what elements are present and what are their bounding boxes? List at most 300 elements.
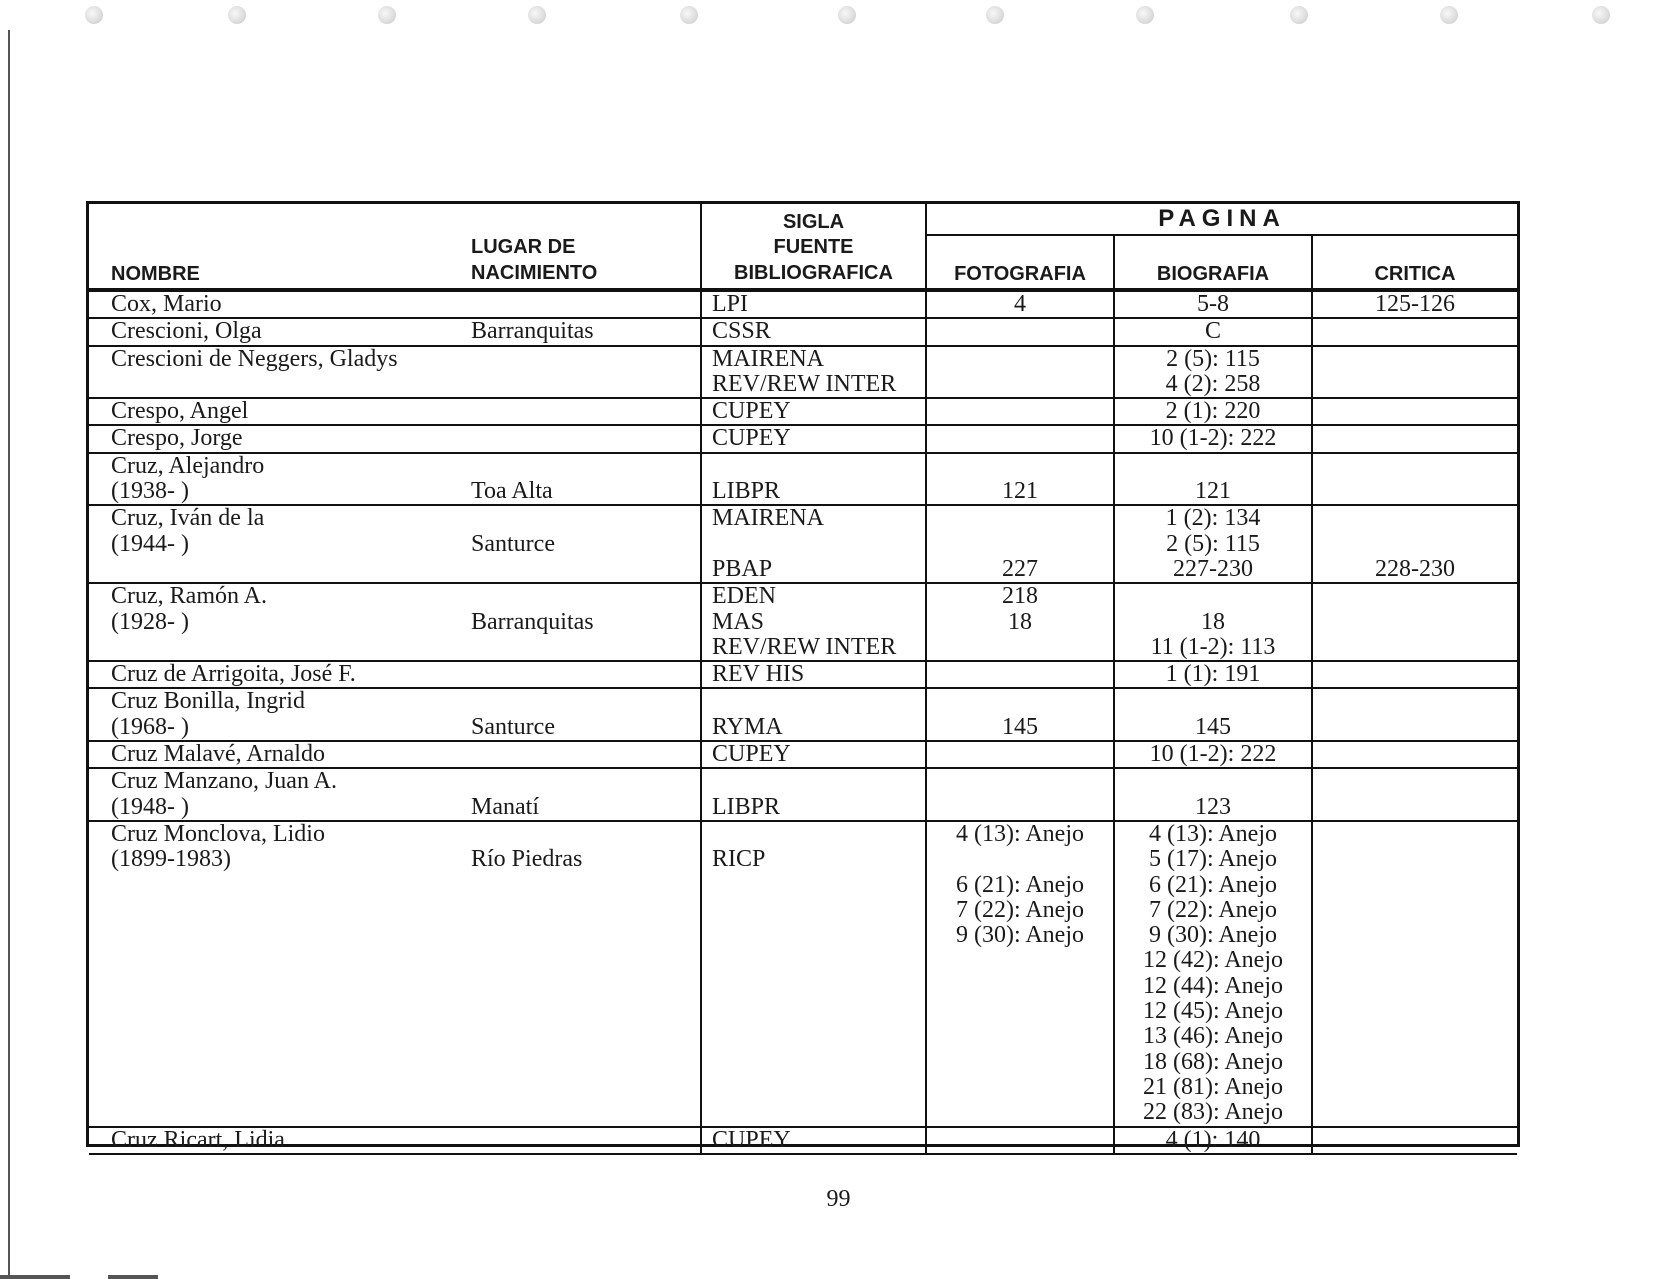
cell-line bbox=[1313, 347, 1517, 372]
cell-biografia bbox=[1114, 768, 1312, 821]
cell-line bbox=[1313, 1128, 1517, 1153]
cell-line: 227-230 bbox=[1173, 555, 1253, 582]
cell-biografia bbox=[1114, 398, 1312, 425]
cell-line: 145 bbox=[1002, 713, 1038, 740]
cell-line bbox=[1313, 319, 1517, 344]
cell-fotografia bbox=[926, 425, 1114, 452]
cell-critica bbox=[1312, 505, 1517, 583]
cell-line: Cruz Malavé, Arnaldo bbox=[111, 741, 325, 768]
cell-line: Cruz de Arrigoita, José F. bbox=[111, 661, 356, 688]
cell-biografia bbox=[1114, 318, 1312, 345]
punch-hole bbox=[1136, 6, 1154, 24]
cell-line: 9 (30): Anejo bbox=[956, 922, 1084, 949]
cell-line bbox=[471, 399, 700, 424]
cell-line bbox=[927, 1024, 1113, 1049]
cell-fotografia bbox=[926, 688, 1114, 741]
cell-line: 6 (21): Anejo bbox=[956, 871, 1084, 898]
cell-line bbox=[1313, 898, 1517, 923]
cell-sigla bbox=[701, 290, 926, 318]
header-fotografia: FOTOGRAFIA bbox=[926, 235, 1114, 290]
cell-line bbox=[1313, 948, 1517, 973]
cell-line: 1 (2): 134 bbox=[1165, 505, 1261, 532]
cell-line: 12 (42): Anejo bbox=[1143, 947, 1283, 974]
cell-line bbox=[712, 898, 925, 923]
header-critica: CRITICA bbox=[1312, 235, 1517, 290]
cell-line bbox=[111, 873, 471, 898]
cell-line bbox=[927, 399, 1113, 424]
table-row bbox=[89, 741, 1517, 768]
cell-line bbox=[712, 999, 925, 1024]
header-nombre: NOMBRE bbox=[111, 263, 200, 285]
cell-line: Cruz, Ramón A. bbox=[111, 583, 267, 610]
cell-line bbox=[1313, 847, 1517, 872]
cell-sigla bbox=[701, 1127, 926, 1154]
cell-nombre bbox=[89, 1127, 471, 1154]
cell-line: 18 bbox=[1201, 608, 1225, 635]
cell-nombre bbox=[89, 425, 471, 452]
cell-line: 227 bbox=[1002, 555, 1038, 582]
cell-line: 125-126 bbox=[1375, 291, 1456, 317]
cell-line: C bbox=[1204, 318, 1221, 345]
table-body bbox=[89, 290, 1517, 1154]
cell-sigla bbox=[701, 768, 926, 821]
table-row bbox=[89, 453, 1517, 506]
cell-line: (1968- ) bbox=[111, 713, 189, 740]
cell-critica bbox=[1312, 1127, 1517, 1154]
cell-critica bbox=[1312, 398, 1517, 425]
cell-line: CUPEY bbox=[712, 398, 791, 425]
cell-line bbox=[712, 923, 925, 948]
cell-fotografia bbox=[926, 318, 1114, 345]
cell-line bbox=[1313, 454, 1517, 479]
cell-line: PBAP bbox=[712, 555, 773, 582]
punch-hole bbox=[228, 6, 246, 24]
cell-line bbox=[1313, 584, 1517, 609]
cell-nombre bbox=[89, 318, 471, 345]
cell-line bbox=[471, 1100, 700, 1125]
cell-line bbox=[927, 454, 1113, 479]
cell-line: (1899-1983) bbox=[111, 846, 231, 873]
cell-line: 5-8 bbox=[1197, 291, 1229, 317]
cell-line bbox=[471, 426, 700, 451]
cell-line bbox=[1115, 689, 1311, 714]
cell-line: 1 (1): 191 bbox=[1165, 661, 1261, 688]
cell-line bbox=[1313, 532, 1517, 557]
cell-line: 145 bbox=[1195, 713, 1231, 740]
cell-lugar bbox=[471, 583, 701, 661]
cell-nombre bbox=[89, 346, 471, 399]
cell-line bbox=[471, 689, 700, 714]
cell-line bbox=[1313, 426, 1517, 451]
cell-line: (1938- ) bbox=[111, 478, 189, 505]
index-table-frame bbox=[86, 201, 1520, 1153]
cell-line: Crespo, Angel bbox=[111, 398, 249, 425]
cell-line bbox=[927, 372, 1113, 397]
cell-line bbox=[471, 898, 700, 923]
cell-line bbox=[1313, 742, 1517, 767]
cell-line bbox=[712, 532, 925, 557]
table-row bbox=[89, 1127, 1517, 1154]
cell-line bbox=[927, 426, 1113, 451]
punch-hole bbox=[378, 6, 396, 24]
cell-line bbox=[111, 557, 471, 582]
table-row bbox=[89, 688, 1517, 741]
table-row bbox=[89, 583, 1517, 661]
cell-critica bbox=[1312, 453, 1517, 506]
cell-line: 2 (1): 220 bbox=[1165, 398, 1261, 425]
page-number: 99 bbox=[826, 1186, 851, 1212]
cell-line: LIBPR bbox=[712, 478, 781, 505]
cell-sigla bbox=[701, 398, 926, 425]
cell-line: LIBPR bbox=[712, 793, 781, 820]
cell-lugar bbox=[471, 346, 701, 399]
cell-line bbox=[1313, 974, 1517, 999]
punch-hole bbox=[1440, 6, 1458, 24]
cell-line bbox=[111, 999, 471, 1024]
cell-line bbox=[1313, 610, 1517, 635]
cell-line: 2 (5): 115 bbox=[1166, 345, 1260, 372]
cell-fotografia bbox=[926, 290, 1114, 318]
cell-line bbox=[471, 662, 700, 687]
cell-line: 2 (5): 115 bbox=[1166, 530, 1260, 557]
cell-line: 18 bbox=[1008, 608, 1032, 635]
cell-line: 4 (13): Anejo bbox=[1149, 820, 1277, 847]
cell-line: 218 bbox=[1002, 583, 1038, 610]
cell-lugar bbox=[471, 425, 701, 452]
punch-hole bbox=[1592, 6, 1610, 24]
cell-fotografia bbox=[926, 398, 1114, 425]
table-row bbox=[89, 425, 1517, 452]
cell-nombre bbox=[89, 661, 471, 688]
cell-line bbox=[111, 898, 471, 923]
cell-line bbox=[712, 822, 925, 847]
cell-line bbox=[927, 1075, 1113, 1100]
cell-lugar bbox=[471, 688, 701, 741]
cell-sigla bbox=[701, 821, 926, 1127]
cell-line bbox=[1313, 399, 1517, 424]
table-row bbox=[89, 768, 1517, 821]
cell-line: 121 bbox=[1195, 478, 1231, 505]
cell-line: Toa Alta bbox=[471, 478, 553, 505]
cell-line bbox=[471, 506, 700, 531]
cell-biografia bbox=[1114, 688, 1312, 741]
cell-line: REV/REW INTER bbox=[712, 633, 897, 660]
cell-line bbox=[471, 372, 700, 397]
cell-line bbox=[1313, 822, 1517, 847]
cell-nombre bbox=[89, 741, 471, 768]
cell-line bbox=[111, 635, 471, 660]
cell-line: 10 (1-2): 222 bbox=[1149, 425, 1277, 452]
table-row bbox=[89, 505, 1517, 583]
cell-sigla bbox=[701, 505, 926, 583]
cell-nombre bbox=[89, 290, 471, 318]
cell-nombre bbox=[89, 821, 471, 1127]
cell-line: CUPEY bbox=[712, 1126, 791, 1153]
cell-line bbox=[927, 847, 1113, 872]
cell-lugar bbox=[471, 821, 701, 1127]
cell-biografia bbox=[1114, 425, 1312, 452]
cell-line: REV/REW INTER bbox=[712, 370, 897, 397]
cell-fotografia bbox=[926, 741, 1114, 768]
cell-line: Barranquitas bbox=[471, 318, 594, 345]
cell-sigla bbox=[701, 741, 926, 768]
cell-nombre bbox=[89, 583, 471, 661]
cell-line bbox=[712, 873, 925, 898]
cell-critica bbox=[1312, 346, 1517, 399]
cell-line: LPI bbox=[712, 291, 748, 317]
cell-fotografia bbox=[926, 821, 1114, 1127]
cell-line bbox=[471, 1024, 700, 1049]
cell-line: Manatí bbox=[471, 793, 539, 820]
cell-line bbox=[471, 1050, 700, 1075]
cell-line: Cruz Ricart, Lidia bbox=[111, 1126, 285, 1153]
cell-line bbox=[471, 292, 700, 317]
cell-line: 121 bbox=[1002, 478, 1038, 505]
cell-critica bbox=[1312, 688, 1517, 741]
cell-line: 21 (81): Anejo bbox=[1143, 1073, 1283, 1100]
cell-critica bbox=[1312, 583, 1517, 661]
cell-line bbox=[712, 974, 925, 999]
cell-line bbox=[712, 689, 925, 714]
cell-line bbox=[1313, 795, 1517, 820]
cell-line bbox=[712, 769, 925, 794]
cell-line: REV HIS bbox=[712, 661, 805, 688]
cell-line bbox=[1313, 1100, 1517, 1125]
cell-fotografia bbox=[926, 1127, 1114, 1154]
cell-line bbox=[471, 873, 700, 898]
cell-line: Cruz Manzano, Juan A. bbox=[111, 768, 337, 795]
cell-fotografia bbox=[926, 505, 1114, 583]
cell-line: Crescioni de Neggers, Gladys bbox=[111, 345, 398, 372]
cell-line: (1928- ) bbox=[111, 608, 189, 635]
cell-line bbox=[111, 1100, 471, 1125]
index-table bbox=[89, 204, 1517, 1155]
cell-line bbox=[927, 319, 1113, 344]
cell-line: 13 (46): Anejo bbox=[1143, 1023, 1283, 1050]
cell-line bbox=[927, 1128, 1113, 1153]
cell-line bbox=[1313, 999, 1517, 1024]
cell-line: 4 (13): Anejo bbox=[956, 820, 1084, 847]
cell-line: MAS bbox=[712, 608, 765, 635]
cell-line bbox=[1313, 635, 1517, 660]
cell-line bbox=[471, 948, 700, 973]
cell-line: Crescioni, Olga bbox=[111, 318, 262, 345]
cell-line: 12 (44): Anejo bbox=[1143, 972, 1283, 999]
cell-critica bbox=[1312, 290, 1517, 318]
punch-holes bbox=[0, 0, 1677, 40]
cell-line: 18 (68): Anejo bbox=[1143, 1048, 1283, 1075]
cell-sigla bbox=[701, 346, 926, 399]
cell-line: Barranquitas bbox=[471, 608, 594, 635]
cell-line bbox=[471, 584, 700, 609]
cell-line bbox=[927, 769, 1113, 794]
cell-line bbox=[712, 1024, 925, 1049]
header-lugar: LUGAR DE NACIMIENTO bbox=[471, 236, 598, 284]
cell-lugar bbox=[471, 741, 701, 768]
cell-fotografia bbox=[926, 768, 1114, 821]
cell-sigla bbox=[701, 688, 926, 741]
cell-critica bbox=[1312, 425, 1517, 452]
table-row bbox=[89, 661, 1517, 688]
cell-line: (1948- ) bbox=[111, 793, 189, 820]
cell-critica bbox=[1312, 821, 1517, 1127]
cell-line bbox=[712, 454, 925, 479]
cell-line bbox=[927, 532, 1113, 557]
cell-line bbox=[712, 948, 925, 973]
cell-nombre bbox=[89, 768, 471, 821]
cell-line bbox=[1115, 454, 1311, 479]
cell-line bbox=[471, 347, 700, 372]
cell-lugar bbox=[471, 318, 701, 345]
cell-nombre bbox=[89, 688, 471, 741]
cell-lugar bbox=[471, 290, 701, 318]
cell-line: 11 (1-2): 113 bbox=[1150, 633, 1276, 660]
cell-line: Crespo, Jorge bbox=[111, 425, 243, 452]
cell-line bbox=[111, 1050, 471, 1075]
header-biografia: BIOGRAFIA bbox=[1114, 235, 1312, 290]
header-sigla: SIGLA FUENTE BIBLIOGRAFICA bbox=[701, 204, 926, 290]
cell-lugar bbox=[471, 505, 701, 583]
cell-fotografia bbox=[926, 346, 1114, 399]
header-pagina: PAGINA bbox=[926, 204, 1517, 235]
punch-hole bbox=[528, 6, 546, 24]
cell-line: 10 (1-2): 222 bbox=[1149, 741, 1277, 768]
cell-biografia bbox=[1114, 346, 1312, 399]
cell-line: 228-230 bbox=[1375, 555, 1456, 582]
cell-line: Santurce bbox=[471, 713, 555, 740]
cell-lugar bbox=[471, 768, 701, 821]
cell-sigla bbox=[701, 425, 926, 452]
cell-line bbox=[1313, 1050, 1517, 1075]
cell-line: CSSR bbox=[712, 318, 771, 345]
cell-line: 7 (22): Anejo bbox=[1149, 896, 1277, 923]
cell-line bbox=[471, 1128, 700, 1153]
cell-line bbox=[1313, 372, 1517, 397]
cell-line bbox=[927, 999, 1113, 1024]
cell-line bbox=[471, 1075, 700, 1100]
cell-line bbox=[111, 1024, 471, 1049]
table-row bbox=[89, 398, 1517, 425]
cell-line bbox=[927, 1100, 1113, 1125]
cell-line bbox=[471, 635, 700, 660]
cell-biografia bbox=[1114, 453, 1312, 506]
cell-line bbox=[1115, 584, 1311, 609]
cell-line bbox=[111, 974, 471, 999]
cell-nombre bbox=[89, 453, 471, 506]
cell-line: RYMA bbox=[712, 713, 783, 740]
cell-line: EDEN bbox=[712, 583, 776, 610]
cell-line: MAIRENA bbox=[712, 345, 824, 372]
cell-line: 9 (30): Anejo bbox=[1149, 922, 1277, 949]
cell-line bbox=[471, 822, 700, 847]
table-row bbox=[89, 821, 1517, 1127]
cell-line bbox=[927, 347, 1113, 372]
cell-critica bbox=[1312, 768, 1517, 821]
cell-lugar bbox=[471, 453, 701, 506]
cell-line bbox=[1313, 1075, 1517, 1100]
cell-line bbox=[471, 923, 700, 948]
cell-line bbox=[927, 742, 1113, 767]
cell-line: Cruz Monclova, Lidio bbox=[111, 820, 325, 847]
scan-edge-mark bbox=[0, 1275, 70, 1279]
cell-line: 22 (83): Anejo bbox=[1143, 1099, 1283, 1126]
cell-sigla bbox=[701, 661, 926, 688]
punch-hole bbox=[838, 6, 856, 24]
scan-edge-mark bbox=[108, 1275, 158, 1279]
cell-biografia bbox=[1114, 741, 1312, 768]
cell-line bbox=[927, 795, 1113, 820]
cell-line bbox=[471, 974, 700, 999]
cell-line bbox=[471, 742, 700, 767]
cell-line bbox=[1313, 689, 1517, 714]
cell-line bbox=[1313, 923, 1517, 948]
cell-line: RICP bbox=[712, 846, 766, 873]
cell-lugar bbox=[471, 1127, 701, 1154]
cell-line bbox=[471, 999, 700, 1024]
cell-line: 123 bbox=[1195, 793, 1231, 820]
cell-line bbox=[1313, 1024, 1517, 1049]
cell-line bbox=[712, 1050, 925, 1075]
cell-line bbox=[1313, 479, 1517, 504]
cell-lugar bbox=[471, 661, 701, 688]
cell-sigla bbox=[701, 318, 926, 345]
cell-line: MAIRENA bbox=[712, 505, 824, 532]
cell-line bbox=[927, 635, 1113, 660]
cell-line bbox=[927, 506, 1113, 531]
cell-line bbox=[111, 948, 471, 973]
cell-line: 6 (21): Anejo bbox=[1149, 871, 1277, 898]
cell-line bbox=[471, 557, 700, 582]
cell-line: Cox, Mario bbox=[111, 291, 222, 317]
punch-hole bbox=[85, 6, 103, 24]
cell-line: Cruz, Alejandro bbox=[111, 452, 265, 479]
cell-lugar bbox=[471, 398, 701, 425]
cell-biografia bbox=[1114, 1127, 1312, 1154]
cell-fotografia bbox=[926, 453, 1114, 506]
cell-line bbox=[1313, 873, 1517, 898]
cell-sigla bbox=[701, 453, 926, 506]
cell-critica bbox=[1312, 661, 1517, 688]
cell-biografia bbox=[1114, 505, 1312, 583]
punch-hole bbox=[986, 6, 1004, 24]
cell-line bbox=[1313, 506, 1517, 531]
cell-line bbox=[927, 689, 1113, 714]
punch-hole bbox=[680, 6, 698, 24]
cell-line bbox=[1313, 662, 1517, 687]
punch-hole bbox=[1290, 6, 1308, 24]
cell-fotografia bbox=[926, 661, 1114, 688]
cell-line bbox=[927, 662, 1113, 687]
cell-line: 7 (22): Anejo bbox=[956, 896, 1084, 923]
cell-line bbox=[471, 769, 700, 794]
cell-line bbox=[111, 372, 471, 397]
cell-critica bbox=[1312, 318, 1517, 345]
cell-line bbox=[927, 1050, 1113, 1075]
cell-line bbox=[927, 948, 1113, 973]
cell-nombre bbox=[89, 505, 471, 583]
cell-biografia bbox=[1114, 290, 1312, 318]
cell-line bbox=[927, 974, 1113, 999]
cell-line: (1944- ) bbox=[111, 530, 189, 557]
cell-line: CUPEY bbox=[712, 425, 791, 452]
cell-line bbox=[712, 1100, 925, 1125]
cell-line: 4 (1): 140 bbox=[1165, 1126, 1261, 1153]
cell-biografia bbox=[1114, 821, 1312, 1127]
binder-edge bbox=[8, 30, 10, 1279]
cell-line bbox=[471, 454, 700, 479]
cell-line: 12 (45): Anejo bbox=[1143, 998, 1283, 1025]
cell-line: Cruz, Iván de la bbox=[111, 505, 265, 532]
